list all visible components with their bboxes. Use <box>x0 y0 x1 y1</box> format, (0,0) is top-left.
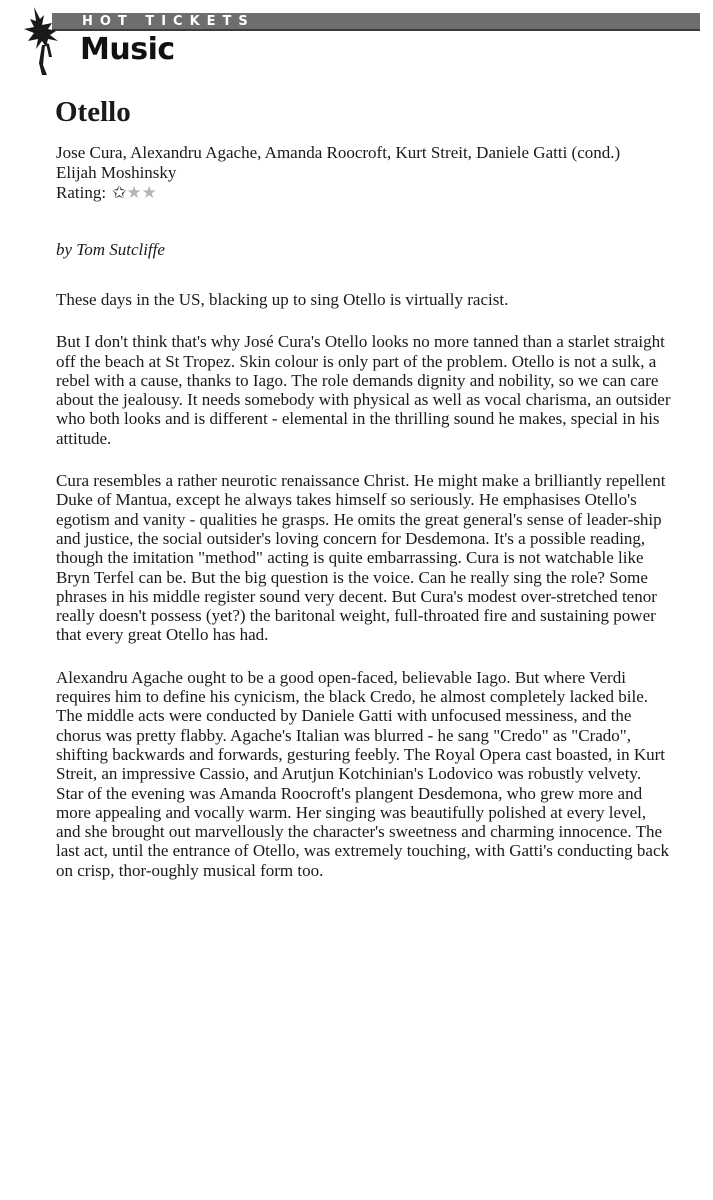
star-empty-icon: ★ <box>126 183 142 202</box>
rating <box>56 183 656 203</box>
article-paragraph: Cura resembles a rather neurotic renaissance Christ. He might make a brilliantly repellent Duke of Mantua, except he always takes himself so seriously. He emphasises Otello's egotism and vanity - qualities he grasps. He omits the great general's sense of leader-ship and justice, the social outsider's loving concern for Desdemona. It's a possible reading, though the imitation "method" acting is quite embarrassing. Cura is not watchable like Bryn Terfel can be. But the big question is the voice. Can he really sing the role? Some phrases in his middle register sound very decent. But Cura's modest over-stretched tenor really doesn't possess (yet?) the baritonal weight, full-throated fire and sustaining power that every great Otello has had. <box>56 471 666 645</box>
star-filled-icon: ✩ <box>112 183 127 202</box>
byline: by Tom Sutcliffe <box>56 240 165 259</box>
article-paragraph: Alexandru Agache ought to be a good open-faced, believable Iago. But where Verdi requires him to define his cynicism, the black Credo, he almost completely lacked bile. The middle acts were conducted by Daniele Gatti with unfocused messiness, and the chorus was pretty flabby. Agache's Italian was blurred - he sang "Credo" as "Crado", shifting backwards and forwards, gesturing feebly. The Royal Opera cast boasted, in Kurt Streit, an impressive Cassio, and Arutjun Kotchinian's Lodovico was robustly velvety. Star of the evening was Amanda Roocroft's plangent Desdemona, who grew more and more appealing and vocally warm. Her singing was beautifully polished at every level, and she brought out marvellously the character's sweetness and charming innocence. The last act, until the entrance of Otello, was extremely touching, with Gatti's conducting back on crisp, thor-oughly musical form too. <box>56 667 669 880</box>
director: Elijah Moshinsky <box>56 163 177 182</box>
section-title: Music <box>80 32 175 67</box>
rating-label: Rating: <box>56 183 107 202</box>
cast-list: Jose Cura, Alexandru Agache, Amanda Roocroft, Kurt Streit, Daniele Gatti (cond.) <box>56 143 621 162</box>
section-header-label: HOT TICKETS <box>82 14 255 29</box>
article-title: Otello <box>55 96 131 128</box>
rating-stars <box>112 183 157 203</box>
dancing-figure-icon <box>22 5 80 77</box>
article-meta <box>56 143 656 203</box>
article-body <box>56 290 671 903</box>
section-header-bar <box>52 13 700 31</box>
star-empty-icon: ★ <box>141 183 157 202</box>
article-paragraph: But I don't think that's why José Cura's Otello looks no more tanned than a starlet straight off the beach at St Tropez. Skin colour is only part of the problem. Otello is not a sulk, a rebel with a cause, thanks to Iago. The role demands dignity and nobility, so we can care about the jealousy. It needs somebody with physical as well as vocal charisma, an outsider who both looks and is different - elemental in the thrilling sound he makes, special in his attitude. <box>56 332 671 448</box>
article-paragraph: These days in the US, blacking up to sing Otello is virtually racist. <box>56 290 509 309</box>
